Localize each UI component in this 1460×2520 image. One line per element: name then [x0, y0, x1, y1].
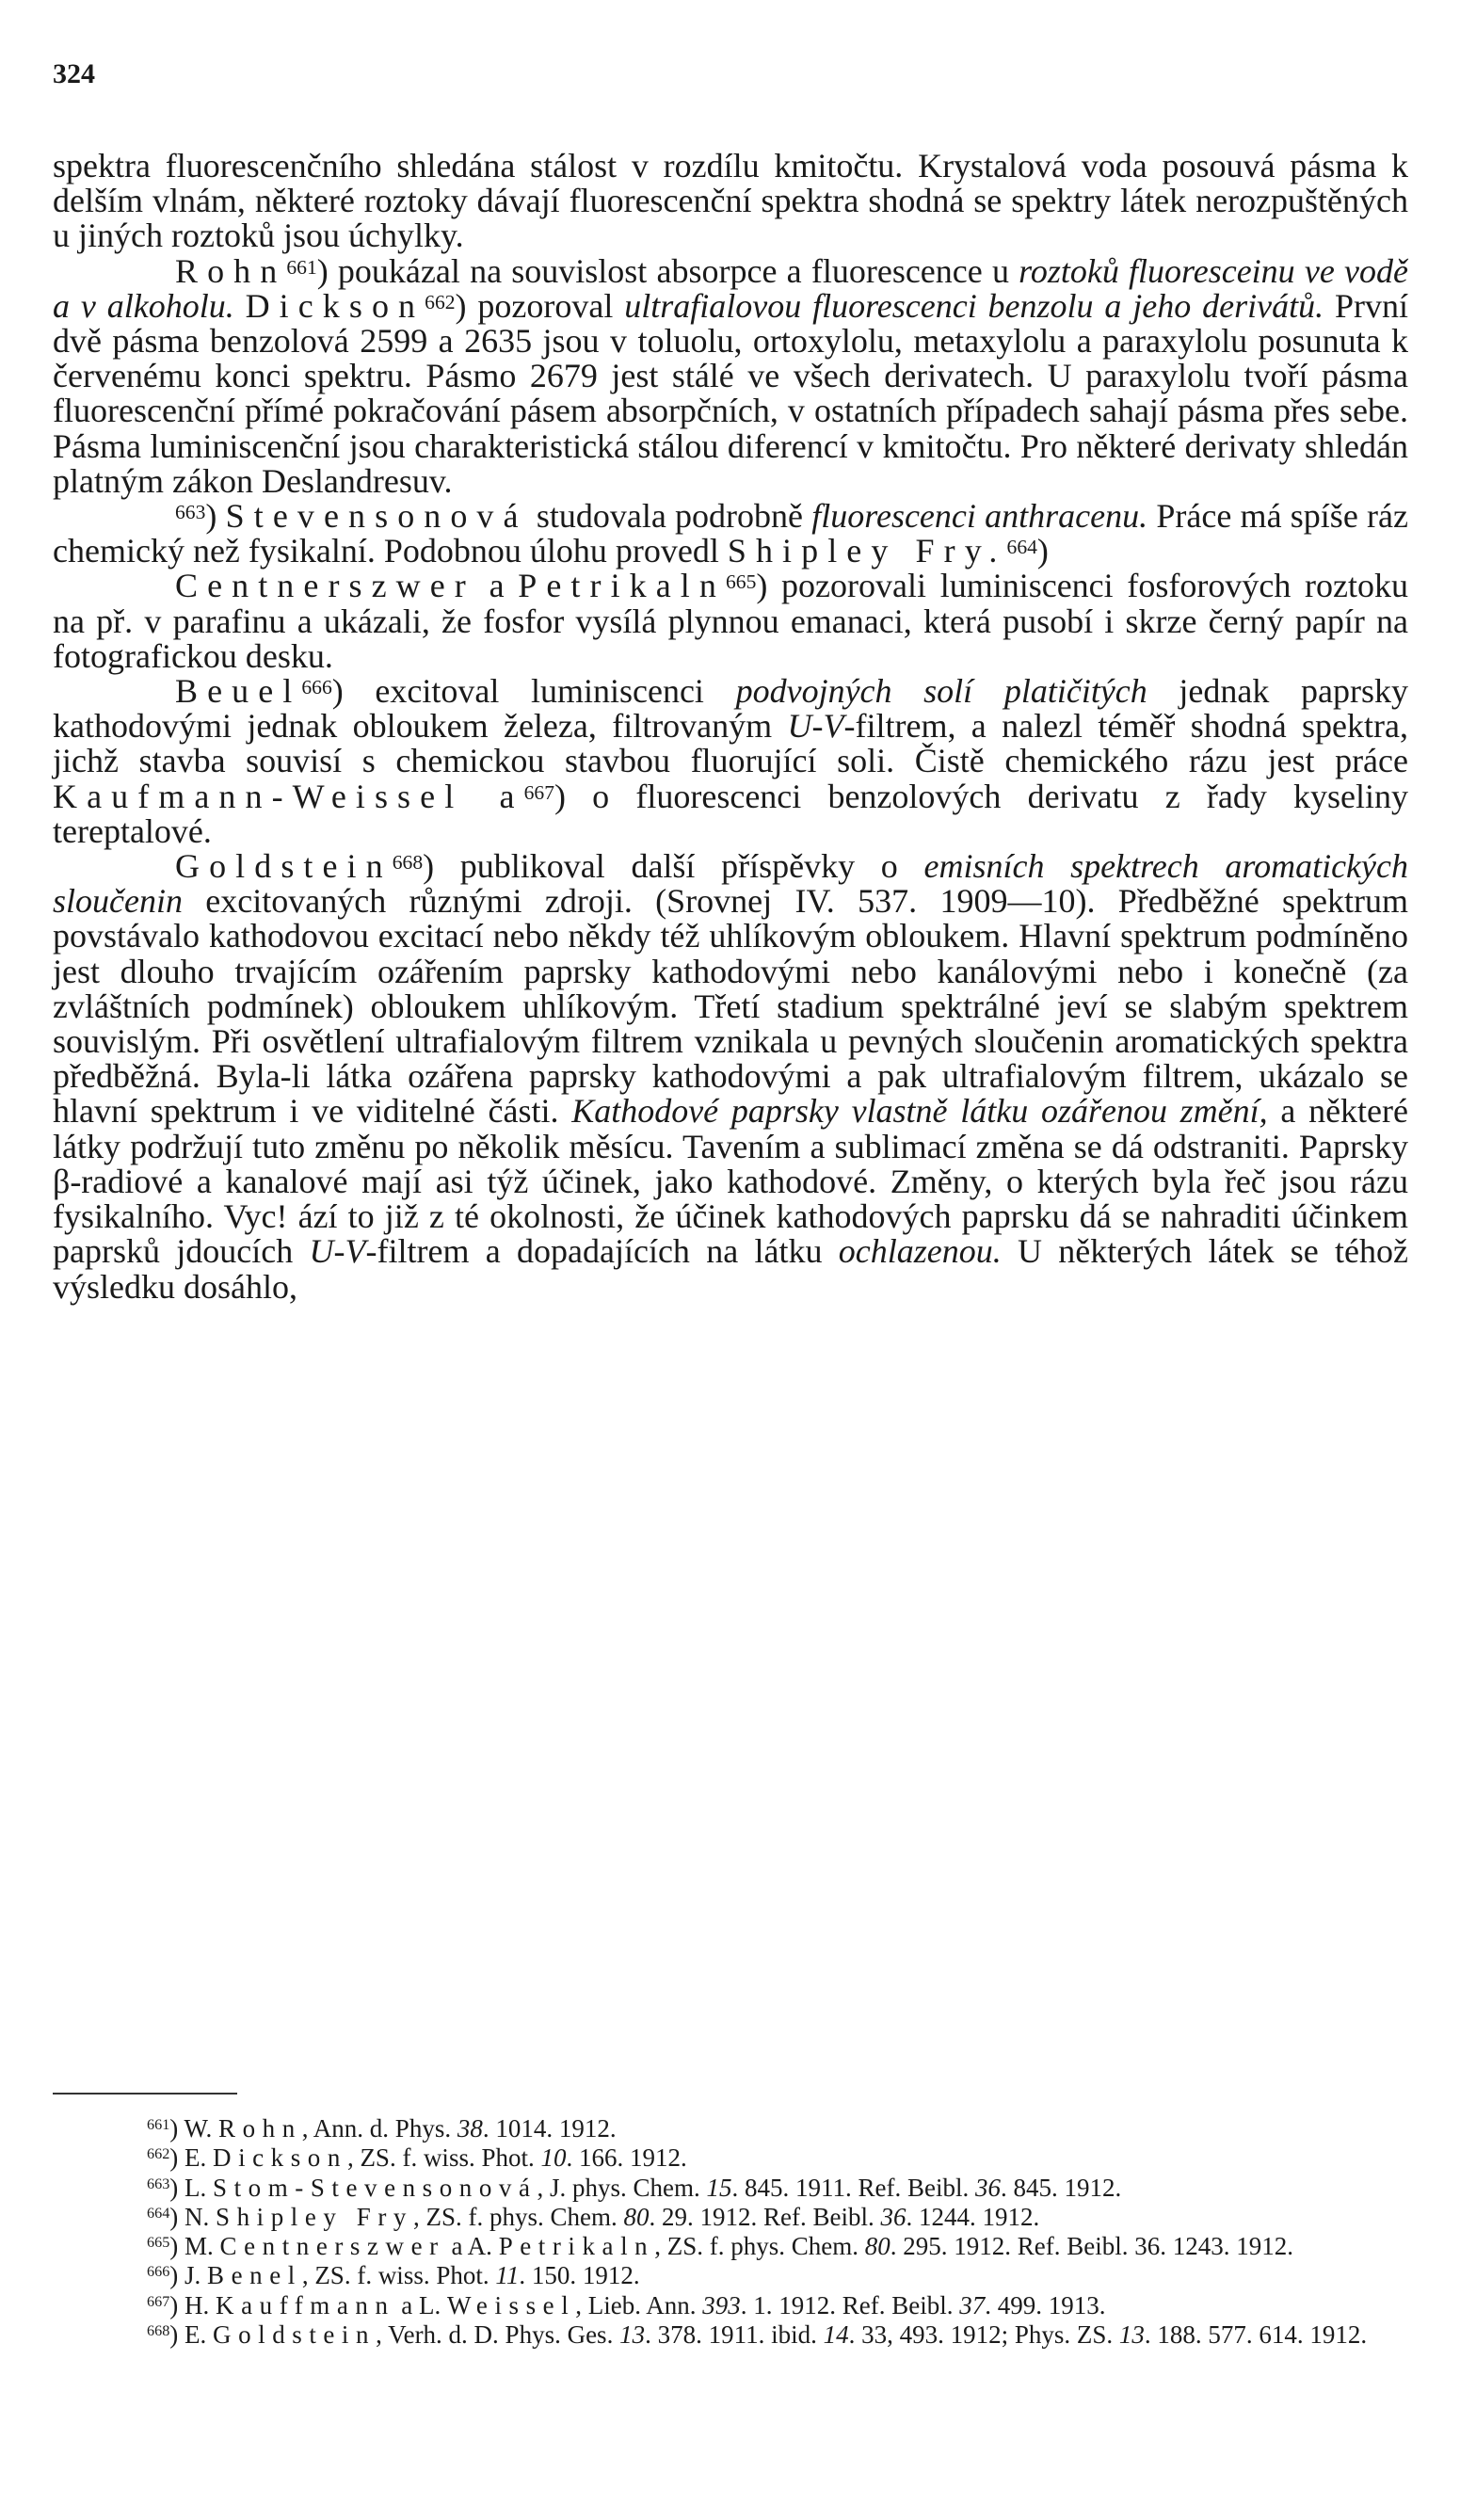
text-run: ) publikoval další příspěvky o	[423, 847, 924, 886]
text-run: . 188. 577. 614. 1912.	[1144, 2320, 1368, 2350]
text-run: ) J.	[169, 2261, 208, 2290]
text-run: , ZS. f. wiss. Phot.	[346, 2143, 541, 2173]
author-name: Kaufmann-Weissel a	[53, 777, 524, 815]
author-name: Rohn	[175, 251, 287, 290]
author-name: Stom-Stevensonová	[213, 2173, 537, 2202]
footnote-ref: 662	[147, 2145, 170, 2163]
text-run: ) pozoroval	[455, 286, 625, 325]
author-name: Goldstein	[213, 2320, 377, 2350]
text-run: . 1244. 1912.	[906, 2202, 1040, 2231]
footnote-ref: 666	[301, 676, 332, 699]
italic-text: 38	[457, 2114, 483, 2143]
italic-text: 13	[1118, 2320, 1145, 2350]
text-run: , ZS. f. wiss. Phot.	[301, 2261, 496, 2290]
author-name: Beuel	[175, 672, 302, 711]
italic-text: ochlazenou.	[838, 1232, 1002, 1271]
text-run: . 1. 1912. Ref. Beibl.	[740, 2290, 960, 2319]
italic-text: U-V	[309, 1232, 366, 1271]
text-run: a některé látky podržují tuto změnu po několik měsícu. Tavením a sublimací změna se dá odstraniti. Paprsky β-radiové a kanalové mají asi týž účinek, jako kathodové. Změny, o kterých byla řeč jsou rázu fysikalního. Vyc! ází to již z té okolnosti, že účinek kathodových paprsku dá se nahraditi účinkem paprsků jdoucích	[53, 1092, 1408, 1271]
author-name: Benel	[207, 2261, 302, 2290]
text-run: ) M.	[169, 2232, 220, 2261]
text-run: , ZS. f. phys. Chem.	[654, 2232, 865, 2261]
paragraph	[53, 499, 1408, 569]
footnote-ref: 668	[147, 2322, 170, 2340]
author-name: Petrikaln	[518, 567, 726, 605]
text-run: , Verh. d. D. Phys. Ges.	[376, 2320, 620, 2350]
text-run: , Ann. d. Phys.	[301, 2114, 457, 2143]
text-run: studovala podrobně	[527, 497, 812, 536]
author-name: Centnerszwer	[175, 567, 475, 605]
footnote-ref: 666	[147, 2263, 170, 2281]
footnote	[53, 2114, 1408, 2143]
footnote	[53, 2174, 1408, 2203]
italic-text: 36	[975, 2173, 1002, 2202]
italic-text: podvojných solí platičitých	[735, 672, 1147, 711]
text-run: Práce má spíše ráz chemický než fysikalní. Podobnou úlohu provedl	[53, 497, 1408, 570]
text-run: ) o fluorescenci benzolových derivatu z řady kyseliny tereptalové.	[53, 777, 1409, 850]
text-run: ) N.	[169, 2202, 217, 2231]
text-run: spektra fluorescenčního shledána stálost v rozdílu kmitočtu. Krystalová voda posouvá pásma k delším vlnám, některé roztoky dávají fluorescenční spektra shodná se spektry látek nerozpuštěných u jiných roztoků jsou úchylky.	[53, 147, 1408, 255]
footnote	[53, 2291, 1408, 2320]
author-name: Kauffmann	[216, 2290, 395, 2319]
footnote-ref: 663	[147, 2175, 170, 2192]
italic-text: 11	[495, 2261, 520, 2290]
paragraph	[53, 149, 1408, 254]
author-name: Centnerszwer	[219, 2232, 445, 2261]
text-run: a L.	[394, 2290, 448, 2319]
text-run: -filtrem, a nalezl téměř shodná spektra, jichž stavba souvisí s chemickou stavbou fluorující soli. Čistě chemického rázu jest práce	[53, 707, 1408, 780]
paragraph	[53, 849, 1408, 1305]
footnote	[53, 2143, 1408, 2173]
text-run: ) pozorovali luminiscenci fosforových roztoku na př. v parafinu a ukázali, že fosfor vysílá plynnou emanaci, která pusobí i skrze černý papír na fotografickou desku.	[53, 567, 1408, 675]
italic-text: ultrafialovou fluorescenci benzolu a jeho derivátů.	[624, 286, 1324, 325]
text-run: . 845. 1911. Ref. Beibl.	[731, 2173, 976, 2202]
text-run: , J. phys. Chem.	[537, 2173, 707, 2202]
italic-text: 36	[880, 2202, 906, 2231]
text-run: , Lieb. Ann.	[575, 2290, 703, 2319]
italic-text: 15	[706, 2173, 732, 2202]
italic-text: 10	[540, 2143, 567, 2173]
italic-text: U-V	[787, 707, 844, 746]
text-run: a	[474, 567, 519, 605]
author-name: Petrikaln	[498, 2232, 655, 2261]
author-name: Rohn	[218, 2114, 302, 2143]
text-run: . 295. 1912. Ref. Beibl. 36. 1243. 1912.	[890, 2232, 1293, 2261]
text-run: ) excitoval luminiscenci	[331, 672, 736, 711]
text-run: . 29. 1912. Ref. Beibl.	[649, 2202, 881, 2231]
footnote-ref: 664	[147, 2204, 170, 2222]
footnote-ref: 662	[425, 290, 456, 313]
text-run: ) E.	[169, 2143, 214, 2173]
footnote-ref: 664	[1006, 536, 1037, 559]
footnote-ref: 663	[175, 501, 206, 524]
italic-text: 14	[823, 2320, 849, 2350]
italic-text: roztoků fluoresceinu ve vodě a v alkoholu.	[53, 251, 1409, 325]
italic-text: Kathodové paprsky vlastně látku ozářenou změní,	[571, 1092, 1268, 1131]
text-run: . 150. 1912.	[519, 2261, 640, 2290]
footnote	[53, 2203, 1408, 2232]
text-run: . 33, 493. 1912; Phys. ZS.	[848, 2320, 1119, 2350]
author-name: Weissel	[447, 2290, 576, 2319]
footnote-ref: 665	[147, 2234, 170, 2252]
text-run: ) L.	[169, 2173, 214, 2202]
text-run: -filtrem a dopadajících na látku	[365, 1232, 839, 1271]
italic-text: 80	[864, 2232, 890, 2261]
text-run: U některých látek se téhož výsledku dosáhlo,	[53, 1232, 1408, 1306]
text-run: . 1014. 1912.	[482, 2114, 617, 2143]
text-run	[234, 287, 246, 325]
text-run: . 845. 1912.	[1001, 2173, 1122, 2202]
text-run: . 378. 1911. ibid.	[645, 2320, 824, 2350]
text-run: excitovaných různými zdroji. (Srovnej IV. 537. 1909—10). Předběžné spektrum povstávalo kathodovou excitací nebo někdy též uhlíkovým obloukem. Hlavní spektrum podmíněno jest dlouho trvajícím ozářením paprsky kathodovými nebo kanálovými nebo i konečně (za zvláštních podmínek) obloukem uhlíkovým. Třetí stadium spektrálné jeví se slabým spektrem souvislým. Při osvětlení ultrafialovým filtrem vznikala u pevných sloučenin aromatických spektra předběžná. Byla-li látka ozářena paprsky kathodovými a pak ultrafialovým filtrem, ukázalo se hlavní spektrum i ve viditelné části.	[53, 882, 1408, 1131]
text-run: . 499. 1913.	[985, 2290, 1106, 2319]
text-run: První dvě pásma benzolová 2599 a 2635 jsou v toluolu, ortoxylolu, metaxylolu a paraxylolu posunuta k červenému konci spektru. Pásmo 2679 jest stálé ve všech derivatech. U paraxylolu tvoří pásma fluorescenční přímé pokračování pásem absorpčních, v ostatních případech sahají pásma přes sebe. Pásma luminiscenční jsou charakteristická stálou diferencí v kmitočtu. Pro některé derivaty shledán platným zákon Deslandresuv.	[53, 286, 1409, 500]
author-name: Dickson	[213, 2143, 347, 2173]
author-name: Shipley Fry.	[727, 532, 1007, 570]
author-name: Goldstein	[175, 847, 393, 886]
footnote-ref: 661	[286, 255, 317, 279]
footnote-ref: 668	[392, 851, 424, 875]
author-name: Stevensonová	[225, 497, 528, 536]
footnotes	[53, 2114, 1408, 2350]
footnote-ref: 667	[523, 780, 555, 804]
text-run: ) H.	[169, 2290, 217, 2319]
text-run: ) E.	[169, 2320, 214, 2350]
paragraph	[53, 569, 1408, 674]
text-run: jednak paprsky kathodovými jednak obloukem železa, filtrovaným	[53, 672, 1409, 746]
italic-text: 393	[702, 2290, 741, 2319]
text-run: a A.	[444, 2232, 499, 2261]
footnote-ref: 661	[147, 2116, 170, 2133]
footnote	[53, 2261, 1408, 2290]
paragraph	[53, 674, 1408, 849]
author-name: Dickson	[245, 286, 425, 325]
italic-text: 37	[959, 2290, 986, 2319]
text-run: , ZS. f. phys. Chem.	[412, 2202, 624, 2231]
text-run: . 166. 1912.	[566, 2143, 687, 2173]
paragraph	[53, 251, 1409, 500]
footnote-ref: 667	[147, 2292, 170, 2310]
text-run: )	[205, 497, 226, 536]
text-run: )	[1036, 532, 1049, 570]
italic-text: fluorescenci anthracenu.	[811, 497, 1148, 536]
text-run: ) poukázal na souvislost absorpce a fluorescence u	[316, 251, 1019, 290]
text-run: ) W.	[169, 2114, 219, 2143]
author-name: Shipley Fry	[216, 2202, 413, 2231]
footnote	[53, 2320, 1408, 2350]
page-number: 324	[53, 58, 95, 89]
body-text	[53, 149, 1408, 1305]
footnote-rule	[53, 2093, 237, 2095]
italic-text: 80	[623, 2202, 650, 2231]
footnote-ref: 665	[725, 570, 757, 594]
footnote	[53, 2232, 1408, 2261]
italic-text: emisních spektrech aromatických sloučenin	[53, 847, 1408, 921]
italic-text: 13	[619, 2320, 646, 2350]
